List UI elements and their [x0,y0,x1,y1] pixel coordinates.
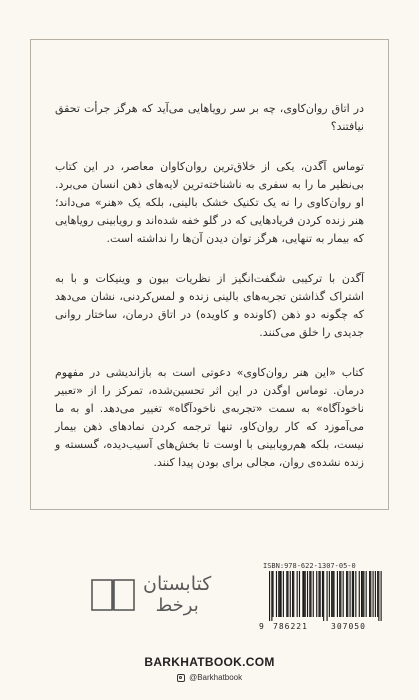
publisher-area [0,510,419,700]
barcode-bar [299,571,300,617]
barcode-bars [259,571,387,621]
barcode-bar [352,571,353,617]
barcode-bar [331,571,332,617]
publisher-logo [91,565,241,625]
barcode-bar [305,571,306,617]
barcode-bar [302,571,303,617]
barcode-bar [322,571,323,617]
barcode-bar [281,571,282,617]
barcode-bar [375,571,376,617]
barcode-bar [327,571,328,621]
barcode-bar [332,571,333,617]
barcode-bar [323,571,324,621]
barcode-bar [355,571,356,617]
barcode-bar [340,571,341,617]
open-book-icon [91,577,135,613]
barcode-bar [381,571,382,621]
barcode-bar [350,571,351,617]
barcode-bar [362,571,363,617]
barcode-bar [316,571,317,617]
barcode-bar [337,571,338,617]
isbn-barcode [259,562,387,632]
description-paragraph-4: کتاب «این هنر روان‌کاوی» دعوتی است به بازاندیشی در مفهوم درمان. توماس اوگدن در این اثر تحسین‌شده، تمرکز را از «تعبیر ناخودآگاه» به سمت «تجربه‌ی ناخودآگاه» تغییر می‌دهد. او به ما می‌آموزد که کار روان‌کاو، تنها ترجمه کردن نمادهای ذهن بیمار نیست، بلکه هم‌رویابینی با اوست تا بخش‌های آسیب‌دیده، گسسته و زنده نشده‌ی روان، مجالی برای بودن پیدا کنند. [55,366,364,469]
barcode-bar [269,571,270,621]
barcode-bar [347,571,348,617]
barcode-bar [310,571,311,617]
barcode-bar [307,571,308,617]
barcode-bar [304,571,305,617]
barcode-bar [369,571,370,617]
barcode-bar [318,571,319,617]
barcode-bar [320,571,321,617]
barcode-bar [272,571,273,617]
barcode-bar [313,571,314,617]
barcode-bar [333,571,334,617]
publisher-social [0,673,419,682]
barcode-bar [329,571,330,617]
barcode-bar [370,571,371,617]
social-handle: @Barkhatbook [189,673,243,682]
description-paragraph-2: توماس آگدن، یکی از خلاق‌ترین روان‌کاوان معاصر، در این کتاب بی‌نظیر ما را به سفری به ناشناخته‌ترین لایه‌های ذهن انسان می‌برد. او روان‌کاوی را نه یک تکنیک خشک بالینی، بلکه یک «هنر» می‌داند؛ هنر زنده کردن فریادهایی که در گلو خفه شده‌اند و رویابینی رویاهایی که بیمار به تنهایی، هرگز توان دیدن آن‌ها را نداشته است. [55,160,364,245]
barcode-bar [361,571,362,617]
publisher-logo-text [143,573,211,617]
barcode-bar [278,571,279,617]
barcode-lead-digit: 9 [259,622,264,631]
isbn-label: ISBN:978-622-1307-05-0 [263,562,356,570]
barcode-bar [271,571,272,621]
back-cover-text-frame [30,39,389,510]
barcode-bar [287,571,288,617]
description-paragraph-1: در اتاق روان‌کاوی، چه بر سر رویاهایی می‌آید که هرگز جرأت تحقق نیافتند؟ [55,102,364,133]
barcode-bar [290,571,291,617]
barcode-bar [377,571,378,617]
barcode-bar [339,571,340,617]
barcode-digits-right: 307050 [331,622,366,631]
barcode-bar [309,571,310,617]
barcode-bar [276,571,277,617]
barcode-bar [363,571,364,617]
barcode-bar [353,571,354,617]
instagram-icon [177,674,185,682]
barcode-bar [373,571,374,617]
barcode-bar [297,571,298,617]
barcode-digits-left: 786221 [273,622,308,631]
barcode-bar [346,571,347,617]
description-paragraph-3: آگدن با ترکیبی شگفت‌انگیز از نظریات بیون و وینیکات و با به اشتراک گذاشتن تجربه‌های بالینی زنده و لمس‌کردنی، نشان می‌دهد که چگونه دو ذهن (کاونده و کاویده) در اتاق درمان، ساختار روانی جدیدی را خلق می‌کنند. [55,272,364,339]
barcode-bar [292,571,293,617]
publisher-website: BARKHATBOOK.COM [144,655,275,669]
logo-line-2: برخط [155,595,199,616]
barcode-bar [366,571,367,617]
logo-line-1: کتابستان [143,573,212,595]
barcode-bar [286,571,287,617]
barcode-bar [378,571,379,621]
barcode-bar [343,571,344,617]
barcode-bar [279,571,280,617]
barcode-bar [283,571,284,617]
barcode-bar [359,571,360,617]
barcode-bar [293,571,294,617]
